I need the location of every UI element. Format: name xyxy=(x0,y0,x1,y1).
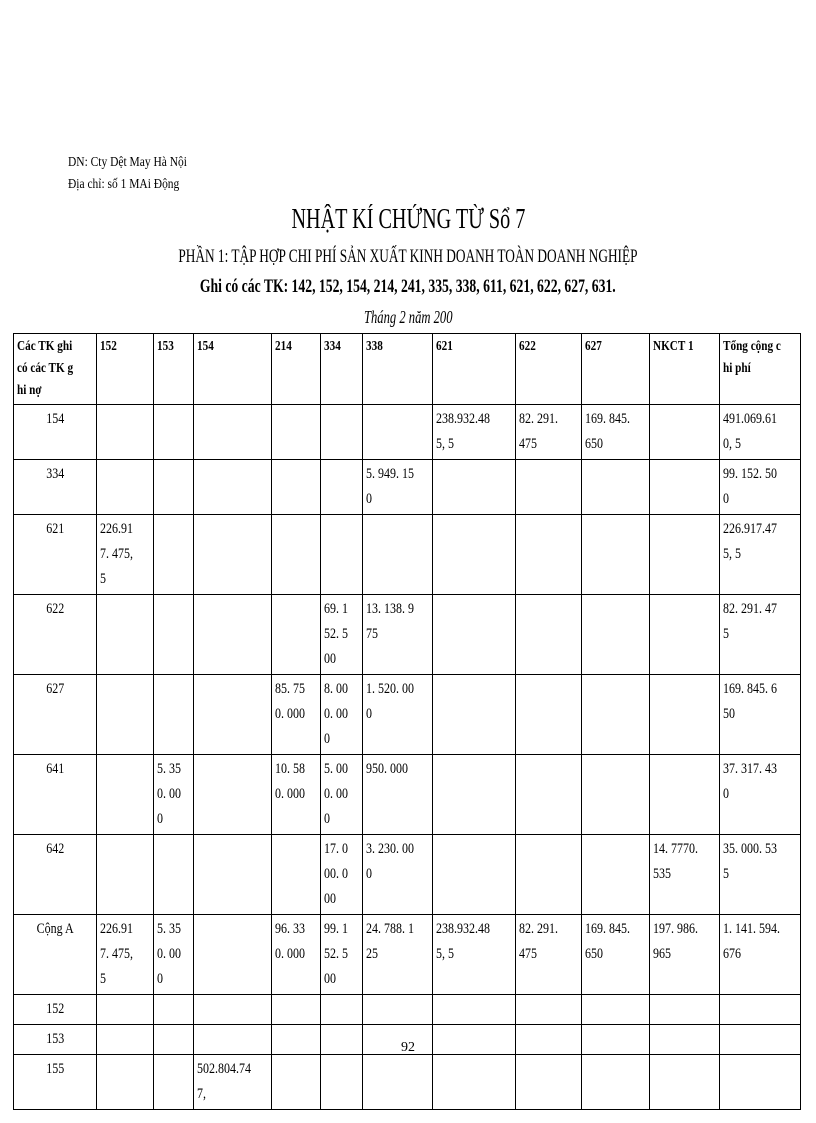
table-cell xyxy=(516,995,582,1025)
row-account-cell xyxy=(14,755,97,835)
column-header xyxy=(272,334,321,405)
table-row xyxy=(14,460,801,515)
column-header-label: 152 xyxy=(100,339,117,354)
row-account-label: 622 xyxy=(46,601,64,617)
table-cell xyxy=(154,675,194,755)
cell-value: 13. 138. 975 xyxy=(366,601,414,642)
cell-value: 82. 291. 475 xyxy=(519,411,558,452)
column-header xyxy=(720,334,801,405)
table-row xyxy=(14,595,801,675)
table-cell xyxy=(97,915,154,995)
cell-value: 169. 845. 650 xyxy=(585,411,630,452)
cell-value: 17. 000. 000 xyxy=(324,841,348,907)
row-account-label: 152 xyxy=(46,1001,64,1017)
cell-value: 1. 520. 000 xyxy=(366,681,414,722)
column-header xyxy=(14,334,97,405)
table-cell xyxy=(650,995,720,1025)
table-cell xyxy=(154,915,194,995)
column-header xyxy=(650,334,720,405)
cell-value: 226.917.475, 5 xyxy=(723,521,777,562)
table-cell xyxy=(194,515,272,595)
table-cell xyxy=(272,995,321,1025)
cell-value: 169. 845. 650 xyxy=(723,681,777,722)
cell-value: 99. 152. 500 xyxy=(723,466,777,507)
table-cell xyxy=(272,675,321,755)
table-cell xyxy=(650,595,720,675)
table-cell xyxy=(272,595,321,675)
table-cell xyxy=(582,515,650,595)
column-header-label: 622 xyxy=(519,339,536,354)
table-cell xyxy=(272,515,321,595)
table-cell xyxy=(650,515,720,595)
table-cell xyxy=(321,515,363,595)
table-cell xyxy=(720,405,801,460)
table-cell xyxy=(650,675,720,755)
table-cell xyxy=(516,1055,582,1110)
table-cell xyxy=(154,515,194,595)
table-cell xyxy=(650,915,720,995)
part-heading xyxy=(0,245,816,269)
table-cell xyxy=(194,755,272,835)
table-cell xyxy=(154,835,194,915)
table-cell xyxy=(272,1055,321,1110)
period-line xyxy=(0,306,816,328)
table-cell xyxy=(650,405,720,460)
table-cell xyxy=(97,755,154,835)
column-header-label: NKCT 1 xyxy=(653,339,694,354)
cell-value: 238.932.485, 5 xyxy=(436,921,490,962)
cell-value: 5. 350. 000 xyxy=(157,761,181,827)
cell-value: 5. 000. 000 xyxy=(324,761,348,827)
table-cell xyxy=(433,515,516,595)
cell-value: 69. 152. 500 xyxy=(324,601,348,667)
row-account-cell xyxy=(14,835,97,915)
table-cell xyxy=(720,755,801,835)
period-text: Tháng 2 năm 200 xyxy=(363,307,453,327)
table-cell xyxy=(194,915,272,995)
table-row xyxy=(14,515,801,595)
table-cell xyxy=(433,915,516,995)
table-cell xyxy=(97,515,154,595)
credit-accounts-text: Ghi có các TK: 142, 152, 154, 214, 241, 335, 338, 611, 621, 622, 627, 631. xyxy=(200,276,616,297)
ledger-table xyxy=(13,333,801,1110)
table-cell xyxy=(97,405,154,460)
table-row xyxy=(14,675,801,755)
cell-value: 197. 986. 965 xyxy=(653,921,698,962)
company-address: Địa chỉ: số 1 MAi Động xyxy=(68,177,180,192)
table-cell xyxy=(321,915,363,995)
cell-value: 10. 580. 000 xyxy=(275,761,305,802)
table-cell xyxy=(97,835,154,915)
row-account-cell xyxy=(14,405,97,460)
table-cell xyxy=(321,995,363,1025)
document-title-text: NHẬT KÍ CHỨNG TỪ Sổ 7 xyxy=(291,204,525,235)
column-header xyxy=(194,334,272,405)
column-header xyxy=(154,334,194,405)
cell-value: 169. 845. 650 xyxy=(585,921,630,962)
cell-value: 226.917. 475, 5 xyxy=(100,521,133,587)
table-cell xyxy=(363,595,433,675)
table-row xyxy=(14,755,801,835)
table-cell xyxy=(272,755,321,835)
cell-value: 238.932.485, 5 xyxy=(436,411,490,452)
cell-value: 82. 291. 475 xyxy=(723,601,777,642)
table-cell xyxy=(516,755,582,835)
table-cell xyxy=(363,755,433,835)
table-cell xyxy=(154,995,194,1025)
column-header xyxy=(321,334,363,405)
table-row xyxy=(14,995,801,1025)
table-cell xyxy=(516,515,582,595)
table-cell xyxy=(154,1055,194,1110)
row-account-cell xyxy=(14,460,97,515)
table-cell xyxy=(433,460,516,515)
table-cell xyxy=(650,1055,720,1110)
table-cell xyxy=(363,835,433,915)
cell-value: 37. 317. 430 xyxy=(723,761,777,802)
row-account-cell xyxy=(14,915,97,995)
table-cell xyxy=(720,995,801,1025)
table-body xyxy=(14,405,801,1110)
table-cell xyxy=(97,675,154,755)
table-cell xyxy=(321,755,363,835)
table-row xyxy=(14,405,801,460)
cell-value: 5. 949. 150 xyxy=(366,466,414,507)
column-header xyxy=(582,334,650,405)
column-header-label: 154 xyxy=(197,339,214,354)
table-cell xyxy=(720,835,801,915)
table-cell xyxy=(194,405,272,460)
table-cell xyxy=(272,405,321,460)
cell-value: 491.069.610, 5 xyxy=(723,411,777,452)
table-cell xyxy=(321,595,363,675)
row-account-label: 621 xyxy=(46,521,64,537)
table-cell xyxy=(154,595,194,675)
table-cell xyxy=(194,835,272,915)
table-cell xyxy=(433,1055,516,1110)
table-cell xyxy=(582,595,650,675)
column-header xyxy=(433,334,516,405)
column-header xyxy=(363,334,433,405)
table-cell xyxy=(363,460,433,515)
table-cell xyxy=(363,1055,433,1110)
table-cell xyxy=(433,595,516,675)
row-account-label: 153 xyxy=(46,1031,64,1047)
table-cell xyxy=(516,915,582,995)
table-cell xyxy=(582,1055,650,1110)
table-cell xyxy=(194,675,272,755)
table-cell xyxy=(363,515,433,595)
row-account-label: 627 xyxy=(46,681,64,697)
column-header-label: 214 xyxy=(275,339,292,354)
row-account-label: 641 xyxy=(46,761,64,777)
document-title xyxy=(0,203,816,237)
table-cell xyxy=(272,460,321,515)
row-account-cell xyxy=(14,515,97,595)
row-account-label: 334 xyxy=(46,466,64,482)
table-cell xyxy=(272,835,321,915)
table-cell xyxy=(582,995,650,1025)
table-cell xyxy=(516,595,582,675)
cell-value: 8. 000. 000 xyxy=(324,681,348,747)
row-account-cell xyxy=(14,675,97,755)
table-cell xyxy=(194,995,272,1025)
table-cell xyxy=(582,460,650,515)
cell-value: 502.804.747, xyxy=(197,1061,251,1102)
table-cell xyxy=(272,915,321,995)
column-header xyxy=(516,334,582,405)
table-cell xyxy=(321,405,363,460)
table-cell xyxy=(154,755,194,835)
table-cell xyxy=(516,460,582,515)
table-row xyxy=(14,915,801,995)
table-cell xyxy=(582,675,650,755)
table-cell xyxy=(321,835,363,915)
table-cell xyxy=(650,460,720,515)
table-cell xyxy=(154,405,194,460)
table-cell xyxy=(97,460,154,515)
column-header-label: 338 xyxy=(366,339,383,354)
column-header-label: 334 xyxy=(324,339,341,354)
row-account-cell xyxy=(14,995,97,1025)
table-cell xyxy=(363,915,433,995)
credit-accounts-line xyxy=(0,275,816,299)
cell-value: 5. 350. 000 xyxy=(157,921,181,987)
table-cell xyxy=(433,755,516,835)
cell-value: 1. 141. 594. 676 xyxy=(723,921,780,962)
cell-value: 24. 788. 125 xyxy=(366,921,414,962)
table-cell xyxy=(582,915,650,995)
table-cell xyxy=(194,460,272,515)
table-cell xyxy=(720,675,801,755)
row-account-cell xyxy=(14,1055,97,1110)
table-cell xyxy=(363,405,433,460)
table-header-row xyxy=(14,334,801,405)
cell-value: 99. 152. 500 xyxy=(324,921,348,987)
table-cell xyxy=(433,675,516,755)
table-cell xyxy=(650,835,720,915)
table-cell xyxy=(97,995,154,1025)
table-cell xyxy=(516,835,582,915)
row-account-label: Cộng A xyxy=(36,921,74,937)
cell-value: 950. 000 xyxy=(366,761,408,777)
table-cell xyxy=(582,405,650,460)
table-cell xyxy=(154,460,194,515)
cell-value: 3. 230. 000 xyxy=(366,841,414,882)
table-cell xyxy=(194,595,272,675)
column-header-label: 627 xyxy=(585,339,602,354)
table-cell xyxy=(363,995,433,1025)
table-cell xyxy=(720,595,801,675)
row-account-cell xyxy=(14,595,97,675)
column-header-label: 153 xyxy=(157,339,174,354)
part-heading-text: PHẦN 1: TẬP HỢP CHI PHÍ SẢN XUẤT KINH DOANH TOÀN DOANH NGHIỆP xyxy=(178,246,638,267)
cell-value: 226.917. 475, 5 xyxy=(100,921,133,987)
table-cell xyxy=(650,755,720,835)
table-row xyxy=(14,1055,801,1110)
table-cell xyxy=(582,835,650,915)
company-name: DN: Cty Dệt May Hà Nội xyxy=(68,155,187,170)
table-cell xyxy=(582,755,650,835)
table-cell xyxy=(433,405,516,460)
table-cell xyxy=(97,1055,154,1110)
row-account-label: 642 xyxy=(46,841,64,857)
page-number: 92 xyxy=(401,1040,415,1055)
column-header-label: 621 xyxy=(436,339,453,354)
cell-value: 82. 291. 475 xyxy=(519,921,558,962)
row-account-label: 155 xyxy=(46,1061,64,1077)
table-cell xyxy=(97,595,154,675)
table-cell xyxy=(720,460,801,515)
column-header xyxy=(97,334,154,405)
table-cell xyxy=(516,675,582,755)
table-cell xyxy=(194,1055,272,1110)
table-row xyxy=(14,835,801,915)
table-cell xyxy=(720,915,801,995)
row-account-label: 154 xyxy=(46,411,64,427)
column-header-label: Các TK ghi có các TK ghi nợ xyxy=(17,339,74,398)
table-cell xyxy=(363,675,433,755)
table-cell xyxy=(720,515,801,595)
table-cell xyxy=(321,1055,363,1110)
table-cell xyxy=(433,995,516,1025)
table-cell xyxy=(321,460,363,515)
column-header-label: Tổng cộng chi phí xyxy=(723,339,781,376)
cell-value: 35. 000. 535 xyxy=(723,841,777,882)
table-cell xyxy=(321,675,363,755)
table-cell xyxy=(720,1055,801,1110)
table-cell xyxy=(433,835,516,915)
cell-value: 85. 750. 000 xyxy=(275,681,305,722)
table-cell xyxy=(516,405,582,460)
cell-value: 14. 7770. 535 xyxy=(653,841,698,882)
cell-value: 96. 330. 000 xyxy=(275,921,305,962)
